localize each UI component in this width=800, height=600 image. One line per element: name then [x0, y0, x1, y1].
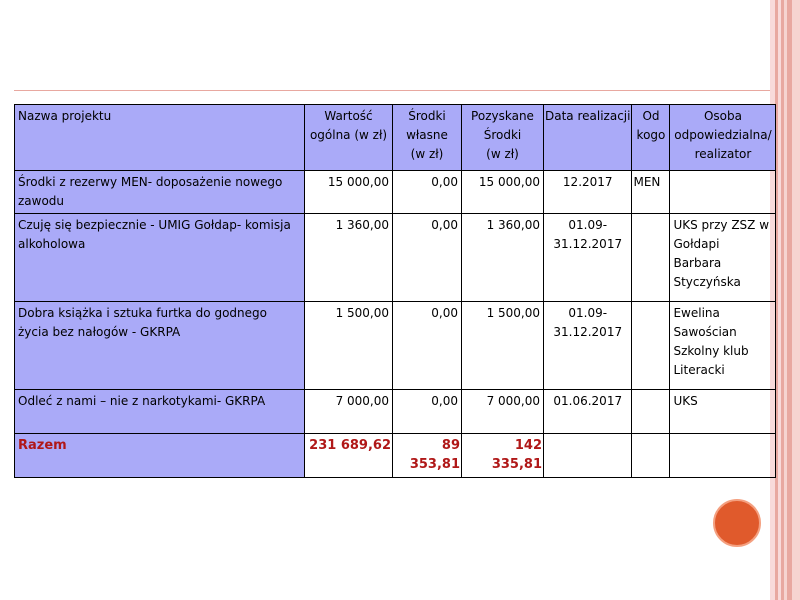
table-row [15, 302, 776, 390]
cell-total-value: 1 360,00 [305, 214, 393, 302]
cell-project-name: Dobra książka i sztuka furtka do godnego życia bez nałogów - GKRPA [15, 302, 305, 390]
table-row [15, 171, 776, 214]
cell-date-line2: 31.12.2017 [553, 237, 623, 251]
cell-date [544, 390, 632, 434]
cell-responsible-person [670, 302, 776, 390]
header-own-funds-line1: Środki [408, 109, 446, 123]
header-own-funds [393, 105, 462, 171]
header-date-label: Data realizacji [545, 109, 631, 123]
cell-total-value: 15 000,00 [305, 171, 393, 214]
cell-person-line2: Gołdapi [673, 237, 720, 251]
total-value: 231 689,62 [305, 434, 393, 478]
cell-date-line1: 12.2017 [562, 175, 613, 189]
cell-date-line1: 01.09- [568, 218, 608, 232]
cell-responsible-person [670, 214, 776, 302]
total-acquired-funds: 142 335,81 [462, 434, 544, 478]
cell-from-whom: MEN [632, 171, 670, 214]
header-acquired-funds-line1: Pozyskane [471, 109, 534, 123]
total-own-funds: 89 353,81 [393, 434, 462, 478]
cell-acquired-funds: 7 000,00 [462, 390, 544, 434]
header-total-value [305, 105, 393, 171]
header-responsible-person-line1: Osoba [703, 109, 742, 123]
header-acquired-funds [462, 105, 544, 171]
cell-project-name: Odleć z nami – nie z narkotykami- GKRPA [15, 390, 305, 434]
cell-date [544, 302, 632, 390]
cell-acquired-funds: 1 500,00 [462, 302, 544, 390]
project-table [14, 104, 776, 478]
cell-person-line1: Ewelina [673, 306, 720, 320]
table-total-row [15, 434, 776, 478]
cell-responsible-person [670, 171, 776, 214]
cell-date-line2: 31.12.2017 [553, 325, 623, 339]
table-row [15, 214, 776, 302]
cell-project-name: Środki z rezerwy MEN- doposażenie nowego zawodu [15, 171, 305, 214]
cell-acquired-funds: 15 000,00 [462, 171, 544, 214]
total-date-empty [544, 434, 632, 478]
cell-responsible-person [670, 390, 776, 434]
cell-from-whom [632, 214, 670, 302]
header-own-funds-line2: własne [406, 128, 448, 142]
total-person-empty [670, 434, 776, 478]
cell-own-funds: 0,00 [393, 214, 462, 302]
cell-acquired-funds: 1 360,00 [462, 214, 544, 302]
table-header-row [15, 105, 776, 171]
title-divider-line [14, 90, 770, 91]
cell-own-funds: 0,00 [393, 302, 462, 390]
header-acquired-funds-line2: Środki [483, 128, 522, 142]
table-row [15, 390, 776, 434]
cell-date-line1: 01.06.2017 [553, 394, 623, 408]
cell-person-line2: Sawościan [673, 325, 737, 339]
header-own-funds-line3: (w zł) [410, 147, 444, 161]
header-acquired-funds-line3: (w zł) [486, 147, 519, 161]
header-project-name-label: Nazwa projektu [18, 109, 112, 123]
project-table-container [14, 104, 776, 478]
cell-person-line1: UKS [673, 394, 698, 408]
cell-person-line1: UKS przy ZSZ w [673, 218, 770, 232]
header-from-whom-line1: Od [642, 109, 660, 123]
cell-from-whom [632, 390, 670, 434]
decorative-circle [713, 499, 761, 547]
header-total-value-line2: ogólna (w zł) [309, 128, 388, 142]
cell-date-line1: 01.09- [568, 306, 608, 320]
header-responsible-person-line3: realizator [694, 147, 752, 161]
header-project-name [15, 105, 305, 171]
cell-person-line4: Literacki [673, 363, 725, 377]
header-responsible-person [670, 105, 776, 171]
header-total-value-line1: Wartość [324, 109, 373, 123]
cell-project-name: Czuję się bezpiecznie - UMIG Gołdap- komisja alkoholowa [15, 214, 305, 302]
cell-total-value: 1 500,00 [305, 302, 393, 390]
cell-own-funds: 0,00 [393, 390, 462, 434]
cell-total-value: 7 000,00 [305, 390, 393, 434]
cell-person-line4: Styczyńska [673, 275, 741, 289]
cell-date [544, 214, 632, 302]
total-label: Razem [15, 434, 305, 478]
header-from-whom-line2: kogo [636, 128, 666, 142]
cell-person-line3: Barbara [673, 256, 722, 270]
header-responsible-person-line2: odpowiedzialna/ [674, 128, 772, 142]
total-from-whom-empty [632, 434, 670, 478]
cell-date [544, 171, 632, 214]
cell-own-funds: 0,00 [393, 171, 462, 214]
header-date [544, 105, 632, 171]
cell-person-line3: Szkolny klub [673, 344, 749, 358]
header-from-whom [632, 105, 670, 171]
cell-from-whom [632, 302, 670, 390]
